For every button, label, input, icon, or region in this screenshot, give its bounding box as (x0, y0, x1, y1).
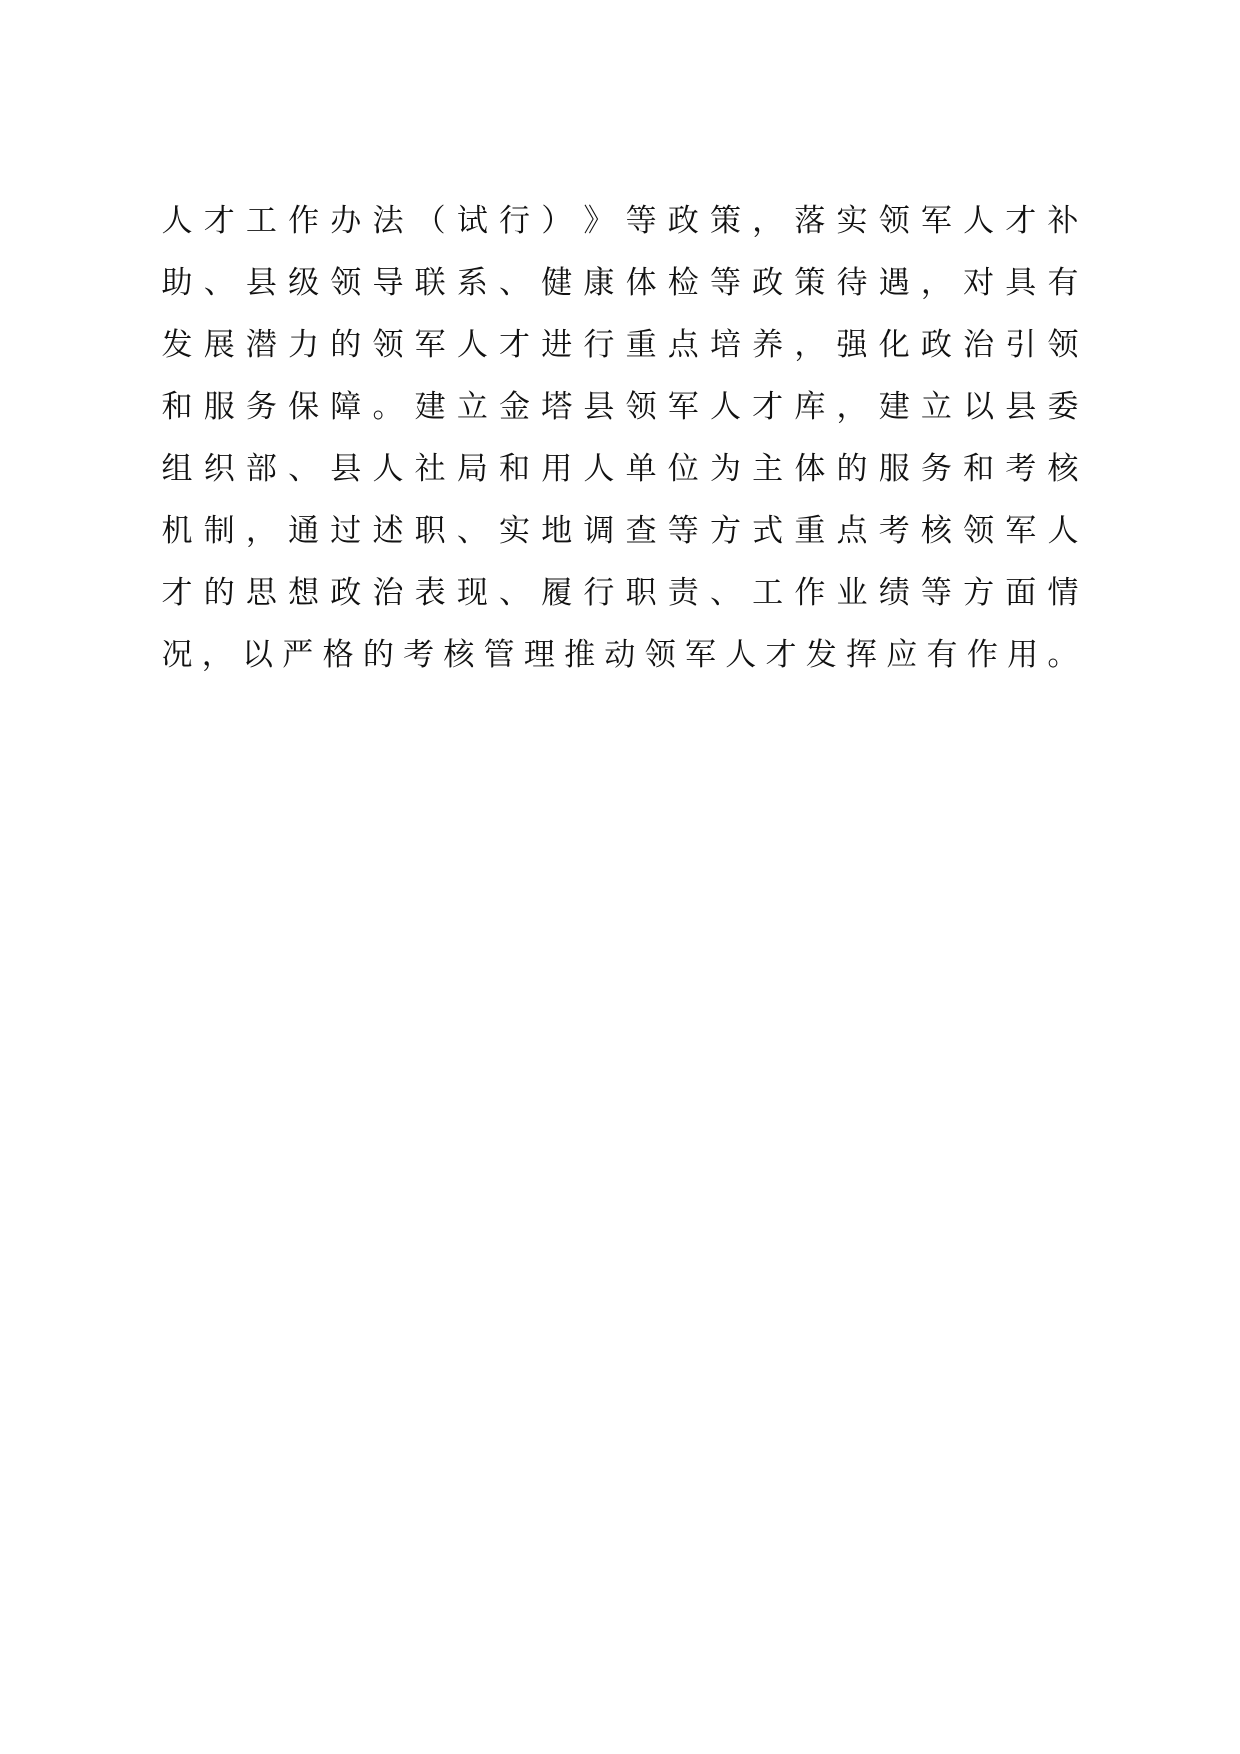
text-char: 、 (709, 575, 741, 611)
text-char: 对 (963, 265, 995, 301)
text-char: 的 (330, 327, 362, 363)
text-char: 办 (330, 203, 362, 239)
text-char: 考 (878, 513, 910, 549)
text-char: 情 (1047, 575, 1079, 611)
text-char: 潜 (245, 327, 277, 363)
text-char: 查 (625, 513, 657, 549)
text-char: 人 (372, 451, 404, 487)
text-char: 应 (886, 637, 918, 673)
text-char: 务 (245, 389, 277, 425)
text-char: 用 (1007, 637, 1039, 673)
text-char: 落 (794, 203, 826, 239)
text-line (160, 190, 1080, 252)
text-char: 体 (625, 265, 657, 301)
text-char: 局 (456, 451, 488, 487)
text-char: 县 (1005, 389, 1037, 425)
text-char: 、 (203, 265, 235, 301)
text-char: 才 (161, 575, 193, 611)
text-char: 。 (1047, 637, 1079, 673)
text-char: 军 (414, 327, 446, 363)
text-char: 实 (836, 203, 868, 239)
text-char: 社 (414, 451, 446, 487)
text-char: ， (245, 513, 277, 549)
text-char: 、 (456, 513, 488, 549)
text-char: ， (752, 203, 784, 239)
text-char: 政 (667, 203, 699, 239)
text-char: 有 (926, 637, 958, 673)
text-char: 人 (963, 203, 995, 239)
text-char: 位 (667, 451, 699, 487)
text-char: 障 (330, 389, 362, 425)
text-char: 》 (583, 203, 615, 239)
text-char: 理 (523, 637, 555, 673)
text-char: 核 (443, 637, 475, 673)
text-char: 治 (372, 575, 404, 611)
text-char: 面 (1005, 575, 1037, 611)
text-char: 策 (794, 265, 826, 301)
text-char: 工 (245, 203, 277, 239)
text-char: 行 (583, 575, 615, 611)
text-char: 述 (372, 513, 404, 549)
text-char: 策 (709, 203, 741, 239)
text-char: 力 (288, 327, 320, 363)
text-char: 试 (456, 203, 488, 239)
text-line (160, 438, 1080, 500)
text-char: 现 (456, 575, 488, 611)
text-char: 具 (1005, 265, 1037, 301)
text-char: 军 (684, 637, 716, 673)
text-char: ， (794, 327, 826, 363)
text-char: 保 (288, 389, 320, 425)
body-paragraph (160, 190, 1080, 686)
text-char: 政 (330, 575, 362, 611)
text-char: 才 (752, 389, 784, 425)
text-char: 金 (499, 389, 530, 425)
text-char: 绩 (878, 575, 910, 611)
text-char: 作 (288, 203, 320, 239)
text-char: 建 (878, 389, 910, 425)
text-char: 等 (709, 265, 741, 301)
text-char: 和 (161, 389, 193, 425)
text-line (160, 252, 1080, 314)
text-char: 挥 (846, 637, 878, 673)
text-char: 重 (794, 513, 826, 549)
text-char: 履 (541, 575, 573, 611)
text-char: 服 (203, 389, 235, 425)
text-char: 考 (1005, 451, 1037, 487)
text-char: 发 (161, 327, 193, 363)
text-char: 系 (456, 265, 488, 301)
text-char: 实 (499, 513, 530, 549)
text-line (160, 376, 1080, 438)
text-char: 进 (541, 327, 573, 363)
text-char: 养 (752, 327, 784, 363)
text-char: 展 (203, 327, 235, 363)
text-char: 想 (288, 575, 320, 611)
text-char: 领 (330, 265, 362, 301)
text-char: 化 (878, 327, 910, 363)
text-char: 核 (1047, 451, 1079, 487)
text-char: 才 (203, 203, 235, 239)
text-char: 军 (920, 203, 952, 239)
text-char: 管 (483, 637, 515, 673)
text-char: 联 (414, 265, 446, 301)
text-char: 健 (541, 265, 573, 301)
text-char: 动 (604, 637, 636, 673)
text-char: 。 (372, 389, 404, 425)
text-char: 推 (564, 637, 596, 673)
text-char: 制 (203, 513, 235, 549)
text-char: 人 (709, 389, 741, 425)
text-char: 人 (161, 203, 193, 239)
text-char: 领 (878, 203, 910, 239)
text-char: 才 (765, 637, 797, 673)
text-char: 机 (161, 513, 193, 549)
text-char: 作 (794, 575, 826, 611)
text-char: 政 (752, 265, 784, 301)
text-char: 才 (499, 327, 530, 363)
text-line (160, 624, 1080, 686)
text-char: 县 (583, 389, 615, 425)
text-char: ， (201, 637, 233, 673)
text-char: 、 (499, 265, 530, 301)
text-char: 强 (836, 327, 868, 363)
text-char: 助 (161, 265, 193, 301)
text-char: 县 (245, 265, 277, 301)
text-char: 以 (963, 389, 995, 425)
text-char: 组 (161, 451, 193, 487)
text-char: 况 (161, 637, 193, 673)
text-char: 立 (920, 389, 952, 425)
text-line (160, 562, 1080, 624)
text-char: 的 (362, 637, 394, 673)
text-char: 塔 (541, 389, 573, 425)
text-char: 人 (456, 327, 488, 363)
text-char: ） (541, 203, 573, 239)
text-char: 政 (920, 327, 952, 363)
text-char: 人 (725, 637, 757, 673)
text-char: 的 (203, 575, 235, 611)
text-char: 以 (242, 637, 274, 673)
text-char: 治 (963, 327, 995, 363)
text-char: 主 (752, 451, 784, 487)
text-char: 县 (330, 451, 362, 487)
text-char: 服 (878, 451, 910, 487)
text-char: 、 (288, 451, 320, 487)
text-char: 职 (625, 575, 657, 611)
text-char: 点 (836, 513, 868, 549)
text-char: 委 (1047, 389, 1079, 425)
text-char: 和 (963, 451, 995, 487)
text-char: 级 (288, 265, 320, 301)
text-char: 工 (752, 575, 784, 611)
text-char: 织 (203, 451, 235, 487)
text-char: 责 (667, 575, 699, 611)
text-char: 单 (625, 451, 657, 487)
text-line (160, 500, 1080, 562)
text-char: 方 (709, 513, 741, 549)
text-char: 领 (644, 637, 676, 673)
text-char: 发 (805, 637, 837, 673)
text-char: 式 (752, 513, 784, 549)
text-char: 表 (414, 575, 446, 611)
text-char: 重 (625, 327, 657, 363)
text-char: 部 (245, 451, 277, 487)
text-char: ， (920, 265, 952, 301)
text-char: 建 (414, 389, 446, 425)
text-char: 和 (499, 451, 530, 487)
text-char: 立 (456, 389, 488, 425)
text-char: 严 (282, 637, 314, 673)
text-char: 康 (583, 265, 615, 301)
text-char: 领 (372, 327, 404, 363)
text-char: 待 (836, 265, 868, 301)
text-char: 作 (966, 637, 998, 673)
text-char: 军 (667, 389, 699, 425)
text-char: 核 (920, 513, 952, 549)
text-char: 培 (709, 327, 741, 363)
text-char: 人 (583, 451, 615, 487)
text-char: 行 (583, 327, 615, 363)
text-char: 检 (667, 265, 699, 301)
text-char: 军 (1005, 513, 1037, 549)
text-char: 业 (836, 575, 868, 611)
text-char: 法 (372, 203, 404, 239)
text-char: 等 (920, 575, 952, 611)
text-char: ， (836, 389, 868, 425)
text-char: 行 (499, 203, 530, 239)
text-char: 职 (414, 513, 446, 549)
text-char: 有 (1047, 265, 1079, 301)
text-char: 用 (541, 451, 573, 487)
text-char: 通 (288, 513, 320, 549)
text-char: 、 (499, 575, 530, 611)
text-char: 地 (541, 513, 573, 549)
text-char: 思 (245, 575, 277, 611)
text-char: 人 (1047, 513, 1079, 549)
text-char: 领 (963, 513, 995, 549)
text-char: 遇 (878, 265, 910, 301)
text-char: （ (414, 203, 446, 239)
text-char: 的 (836, 451, 868, 487)
text-char: 格 (322, 637, 354, 673)
text-char: 体 (794, 451, 826, 487)
text-char: 导 (372, 265, 404, 301)
text-char: 务 (920, 451, 952, 487)
text-char: 引 (1005, 327, 1037, 363)
text-char: 库 (794, 389, 826, 425)
text-char: 才 (1005, 203, 1037, 239)
text-char: 等 (667, 513, 699, 549)
text-char: 补 (1047, 203, 1079, 239)
text-char: 考 (403, 637, 435, 673)
text-char: 点 (667, 327, 699, 363)
text-char: 领 (1047, 327, 1079, 363)
text-char: 等 (625, 203, 657, 239)
text-char: 为 (709, 451, 741, 487)
text-char: 过 (330, 513, 362, 549)
text-char: 领 (625, 389, 657, 425)
text-char: 调 (583, 513, 615, 549)
text-char: 方 (963, 575, 995, 611)
text-line (160, 314, 1080, 376)
